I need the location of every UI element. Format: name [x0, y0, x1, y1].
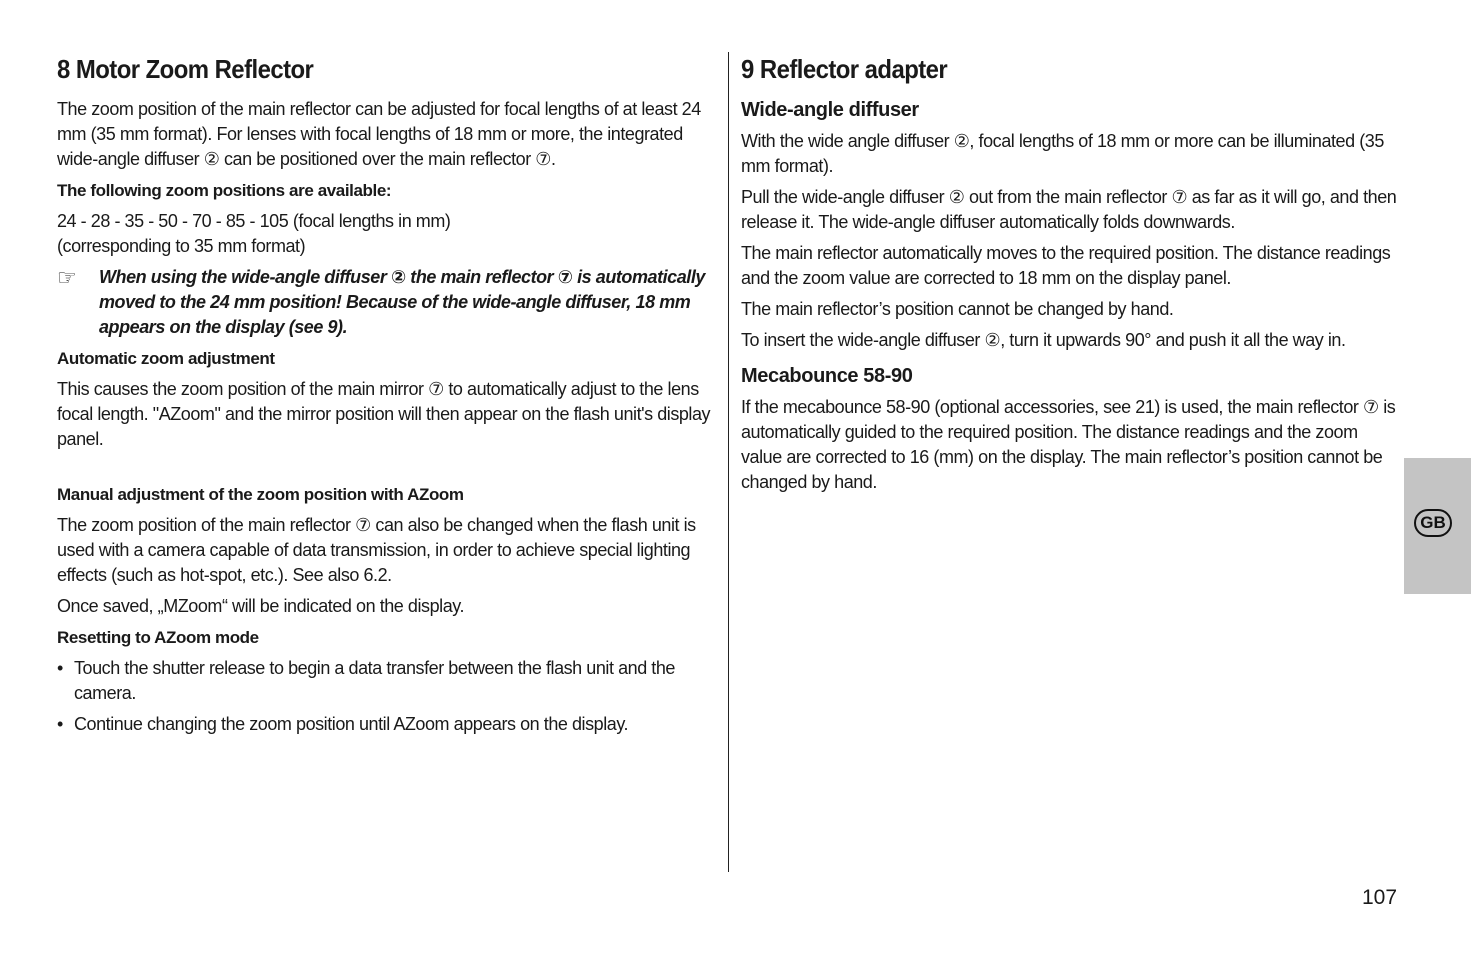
- zoom-positions-line-2: (corresponding to 35 mm format): [57, 236, 306, 256]
- mecabounce-heading: Mecabounce 58-90: [741, 365, 913, 387]
- bullet-icon: •: [57, 658, 63, 678]
- mecabounce-text: If the mecabounce 58-90 (optional accessories, see 21) is used, the main reflector ⑦ is automatically guided to the required position. The distance readings and the zoom value are corrected to 16 (mm) on the display. The main reflector’s position cannot be changed by hand.: [741, 397, 1396, 492]
- language-tab: [1404, 458, 1471, 594]
- left-column: [57, 50, 719, 743]
- automatic-zoom-heading: Automatic zoom adjustment: [57, 349, 275, 368]
- resetting-steps-list: [57, 656, 719, 737]
- list-item-text: Touch the shutter release to begin a data transfer between the flash unit and the camera.: [74, 658, 675, 703]
- zoom-positions-heading: The following zoom positions are available:: [57, 181, 392, 200]
- zoom-positions-text: [57, 209, 719, 259]
- wide-angle-paragraph-4: The main reflector’s position cannot be changed by hand.: [741, 299, 1174, 319]
- manual-adjustment-text: The zoom position of the main reflector ⑦ can also be changed when the flash unit is used with a camera capable of data transmission, in order to achieve special lighting effects (such as hot-spot, etc.). See also 6.2.: [57, 515, 696, 585]
- wide-angle-paragraph-2: Pull the wide-angle diffuser ② out from the main reflector ⑦ as far as it will go, and then release it. The wide-angle diffuser automatically folds downwards.: [741, 187, 1397, 232]
- wide-angle-paragraph-3: The main reflector automatically moves to the required position. The distance readings and the zoom value are corrected to 18 mm on the display panel.: [741, 243, 1391, 288]
- list-item: [57, 656, 719, 706]
- wide-angle-paragraph-1: With the wide angle diffuser ②, focal lengths of 18 mm or more can be illuminated (35 mm format).: [741, 131, 1384, 176]
- manual-adjustment-heading: Manual adjustment of the zoom position with AZoom: [57, 485, 464, 504]
- resetting-heading: Resetting to AZoom mode: [57, 628, 259, 647]
- section-title: 8 Motor Zoom Reflector: [57, 54, 314, 84]
- wide-angle-heading: Wide-angle diffuser: [741, 99, 919, 121]
- bullet-icon: •: [57, 714, 63, 734]
- intro-paragraph: The zoom position of the main reflector can be adjusted for focal lengths of at least 24 mm (35 mm format). For lenses with focal lengths of 18 mm or more, the integrated wide-angle diffuser ② can be positioned over the main reflector ⑦.: [57, 99, 701, 169]
- list-item: [57, 712, 719, 737]
- wide-angle-paragraph-5: To insert the wide-angle diffuser ②, turn it upwards 90° and push it all the way in.: [741, 330, 1346, 350]
- pointing-hand-icon: ☞: [57, 265, 77, 290]
- language-badge: GB: [1414, 509, 1452, 537]
- note-block: [57, 265, 719, 340]
- column-divider: [728, 52, 729, 872]
- right-column: [741, 50, 1401, 501]
- note-text: When using the wide-angle diffuser ② the main reflector ⑦ is automatically moved to the 24 mm position! Because of the wide-angle diffuser, 18 mm appears on the display (see 9).: [99, 267, 705, 337]
- saved-text: Once saved, „MZoom“ will be indicated on the display.: [57, 596, 465, 616]
- section-title: 9 Reflector adapter: [741, 54, 948, 84]
- page-number: 107: [1362, 886, 1398, 909]
- list-item-text: Continue changing the zoom position until AZoom appears on the display.: [74, 714, 629, 734]
- automatic-zoom-text: This causes the zoom position of the main mirror ⑦ to automatically adjust to the lens focal length. "AZoom" and the mirror position will then appear on the flash unit's display panel.: [57, 379, 711, 449]
- zoom-positions-line-1: 24 - 28 - 35 - 50 - 70 - 85 - 105 (focal lengths in mm): [57, 211, 451, 231]
